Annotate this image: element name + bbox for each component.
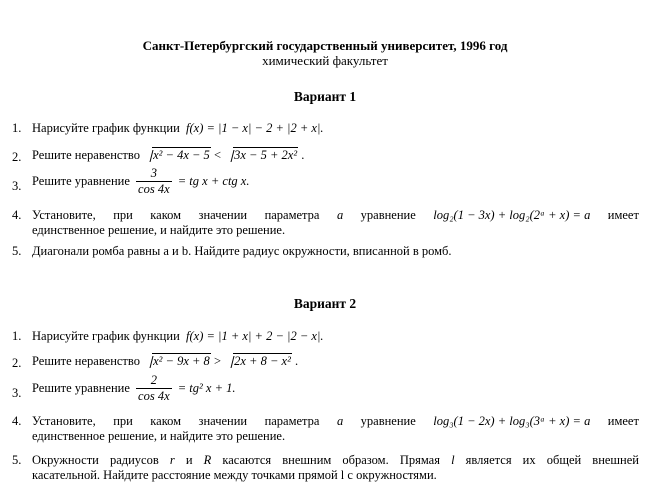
v1-item-3-fraction — [136, 166, 172, 197]
v1-item-4-line-2: единственное решение, и найдите это решение. — [32, 223, 286, 237]
v1-item-4-number: 4. — [12, 208, 22, 222]
v2-item-1-formula: f(x) = |1 + x| + 2 − |2 − x|. — [186, 329, 324, 343]
v2-item-3-number: 3. — [12, 386, 22, 400]
v1-item-2-radical-right: 3x − 5 + 2x² — [224, 147, 298, 163]
v2-item-3-fraction — [136, 373, 172, 404]
v2-item-3-numerator: 2 — [150, 373, 157, 387]
v2-item-5-number: 5. — [12, 453, 22, 467]
v1-item-4 — [32, 208, 639, 238]
variant-1-heading: Вариант 1 — [293, 89, 357, 104]
v1-item-1-formula: f(x) = |1 − x| − 2 + |2 + x|. — [186, 121, 324, 135]
v1-item-1-number: 1. — [12, 121, 22, 135]
v1-item-1 — [32, 121, 324, 136]
v1-item-2-end: . — [301, 148, 305, 162]
v1-item-2-text: Решите неравенство — [32, 148, 140, 162]
v2-item-4 — [32, 414, 639, 444]
v2-item-2-text: Решите неравенство — [32, 354, 140, 368]
v2-item-3-denominator: cos 4x — [138, 389, 170, 403]
v1-item-2 — [32, 147, 304, 163]
variant-2-heading: Вариант 2 — [293, 296, 357, 311]
v2-item-2-end: . — [294, 354, 299, 368]
v2-item-4-number: 4. — [12, 414, 22, 428]
v2-item-5 — [32, 453, 639, 483]
v1-item-3-rest: = tg x + ctg x. — [177, 174, 250, 188]
v2-item-5-line-2: касательной. Найдите расстояние между точками прямой l с окружностями. — [32, 468, 437, 482]
v2-item-2-number: 2. — [12, 356, 22, 370]
v2-item-1-text: Нарисуйте график функции — [32, 329, 180, 343]
document-title: Санкт-Петербургский государственный университет, 1996 год — [142, 38, 508, 53]
v2-item-1 — [32, 329, 324, 344]
v1-item-3-text: Решите уравнение — [32, 174, 130, 188]
v2-item-4-formula: log₃(1 − 2x) + log₃(3ᵃ + x) = a — [433, 414, 591, 428]
v2-item-3 — [32, 373, 236, 404]
v2-item-3-rest: = tg² x + 1. — [177, 381, 236, 395]
v2-item-3-text: Решите уравнение — [32, 381, 130, 395]
v2-item-1-number: 1. — [12, 329, 22, 343]
v1-item-3-number: 3. — [12, 179, 22, 193]
v1-item-5-number: 5. — [12, 244, 22, 258]
v2-item-4-line-2: единственное решение, и найдите это решение. — [32, 429, 286, 443]
v1-item-1-text: Нарисуйте график функции — [32, 121, 180, 135]
v1-item-2-number: 2. — [12, 150, 22, 164]
v2-item-2-relation: > — [213, 354, 221, 368]
v1-item-2-relation: < — [213, 148, 221, 162]
v2-item-5-line-1: Окружности радиусов r и R касаются внешним образом. Прямая l является их общей внешней — [32, 453, 639, 467]
v1-item-5-text: Диагонали ромба равны a и b. Найдите радиус окружности, вписанной в ромб. — [32, 244, 452, 258]
v2-item-2-radical-right: 2x + 8 − x² — [224, 353, 292, 369]
v1-item-4-formula: log₂(1 − 3x) + log₂(2ᵃ + x) = a — [433, 208, 591, 222]
v2-item-2-radical-left: x² − 9x + 8 — [143, 353, 211, 369]
v1-item-2-radical-left: x² − 4x − 5 — [143, 147, 211, 163]
v1-item-3-numerator: 3 — [150, 166, 157, 180]
v1-item-4-line-1: Установите, при каком значении параметра a уравнение log₂(1 − 3x) + log₂(2ᵃ + x) = a имеет — [32, 208, 639, 222]
v1-item-3 — [32, 166, 249, 197]
v2-item-4-line-1: Установите, при каком значении параметра a уравнение log₃(1 − 2x) + log₃(3ᵃ + x) = a имеет — [32, 414, 639, 428]
v2-item-2 — [32, 353, 298, 369]
document-subtitle: химический факультет — [262, 53, 388, 68]
v1-item-3-denominator: cos 4x — [138, 182, 170, 196]
